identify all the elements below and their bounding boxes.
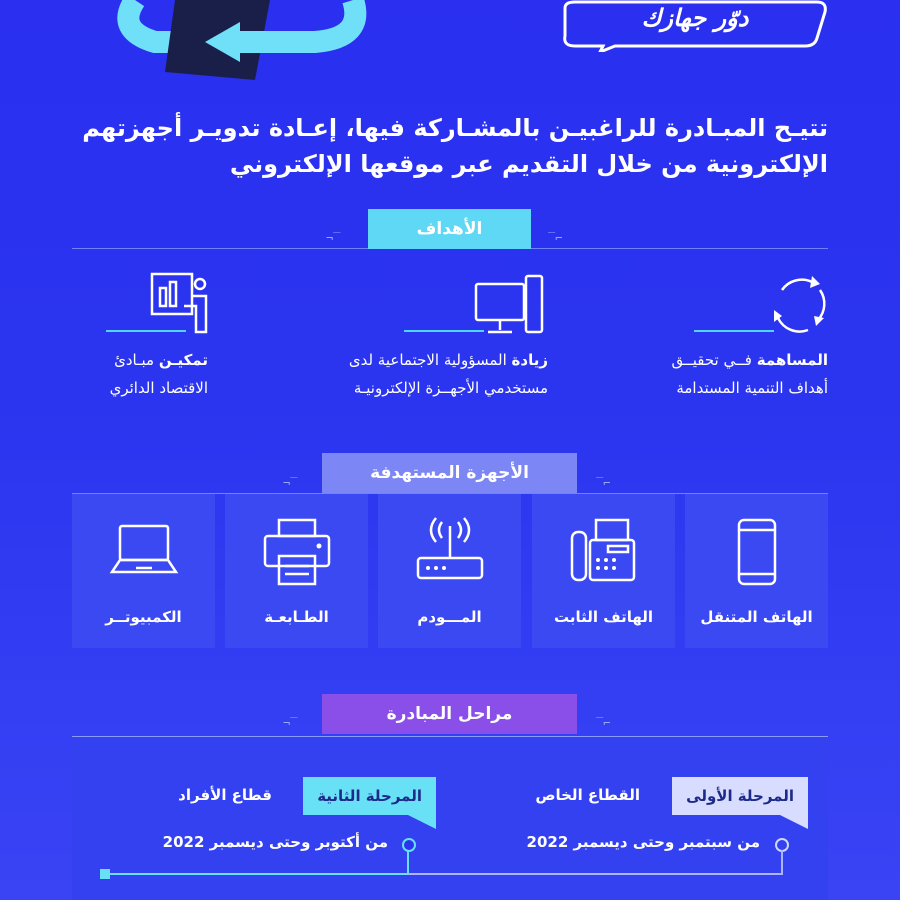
- device-label: الكمبيوتــر: [105, 608, 182, 626]
- phase-1-sector: القطاع الخاص: [535, 786, 640, 804]
- device-card-mobile: [685, 494, 828, 648]
- device-card-laptop: [72, 494, 215, 648]
- deco-mark: ‾¬: [283, 476, 298, 490]
- phase-1-date: من سبتمبر وحتى ديسمبر 2022: [526, 833, 760, 851]
- device-card-landline: [532, 494, 675, 648]
- deco-mark: ⌐‾: [596, 716, 611, 730]
- phases-divider: [72, 736, 828, 737]
- goal-underline: [694, 330, 774, 332]
- goal-bold: زيادة: [511, 351, 548, 369]
- intro-paragraph: [68, 110, 828, 182]
- device-label: الطـابعـة: [264, 608, 329, 626]
- logo-text: دوّر جهازك: [641, 4, 749, 32]
- laptop-icon: [108, 516, 180, 588]
- printer-icon: [261, 516, 333, 588]
- landline-phone-icon: [568, 516, 640, 588]
- goal-line: أهداف التنمية المستدامة: [676, 379, 828, 397]
- device-card-printer: [225, 494, 368, 648]
- tag-pointer-icon: [408, 815, 436, 829]
- logo: [555, 0, 835, 52]
- goals-title: الأهداف: [368, 209, 531, 249]
- goal-bold: تمكيـن: [158, 351, 208, 369]
- goal-line: مستخدمي الأجهــزة الإلكترونيـة: [353, 379, 548, 397]
- goal-line: الاقتصاد الدائري: [109, 379, 208, 397]
- deco-mark: ‾¬: [283, 716, 298, 730]
- device-label: الهاتف الثابت: [553, 608, 654, 626]
- goal-contribution: [588, 346, 828, 402]
- deco-mark: ⌐‾: [596, 476, 611, 490]
- goal-enable: [58, 346, 208, 402]
- device-card-modem: [378, 494, 521, 648]
- phases-title: مراحل المبادرة: [322, 694, 577, 734]
- goal-line: المسؤولية الاجتماعية لدى: [348, 351, 512, 369]
- recycle-phone-illustration: [95, 0, 375, 100]
- goal-underline: [106, 330, 186, 332]
- phase-2-date: من أكتوبر وحتى ديسمبر 2022: [162, 833, 388, 851]
- tag-pointer-icon: [780, 815, 808, 829]
- device-label: الهاتف المتنقل: [700, 608, 813, 626]
- goal-bold: المساهمة: [756, 351, 828, 369]
- modem-icon: [414, 516, 486, 588]
- goal-line: مبـادئ: [114, 351, 159, 369]
- devices-title: الأجهزة المستهدفة: [322, 453, 577, 493]
- goal-responsibility: [248, 346, 548, 402]
- device-label: المـــودم: [417, 608, 482, 626]
- phase-2-sector: قطاع الأفراد: [178, 786, 272, 804]
- goal-line: فــي تحقيــق: [671, 351, 757, 369]
- goal-underline: [404, 330, 484, 332]
- phase-1-tag: المرحلة الأولى: [672, 777, 808, 815]
- intro-line-1: تتيـح المبـادرة للراغبيـن بالمشـاركة فيها، إعـادة تدويـر أجهزتهم: [82, 114, 828, 142]
- intro-line-2: الإلكترونية من خلال التقديم عبر موقعها الإلكتروني: [229, 150, 828, 178]
- deco-mark: ⌐‾: [548, 231, 563, 245]
- timeline: [96, 846, 796, 886]
- phase-2-tag: المرحلة الثانية: [303, 777, 436, 815]
- mobile-phone-icon: [721, 516, 793, 588]
- deco-mark: ‾¬: [326, 231, 341, 245]
